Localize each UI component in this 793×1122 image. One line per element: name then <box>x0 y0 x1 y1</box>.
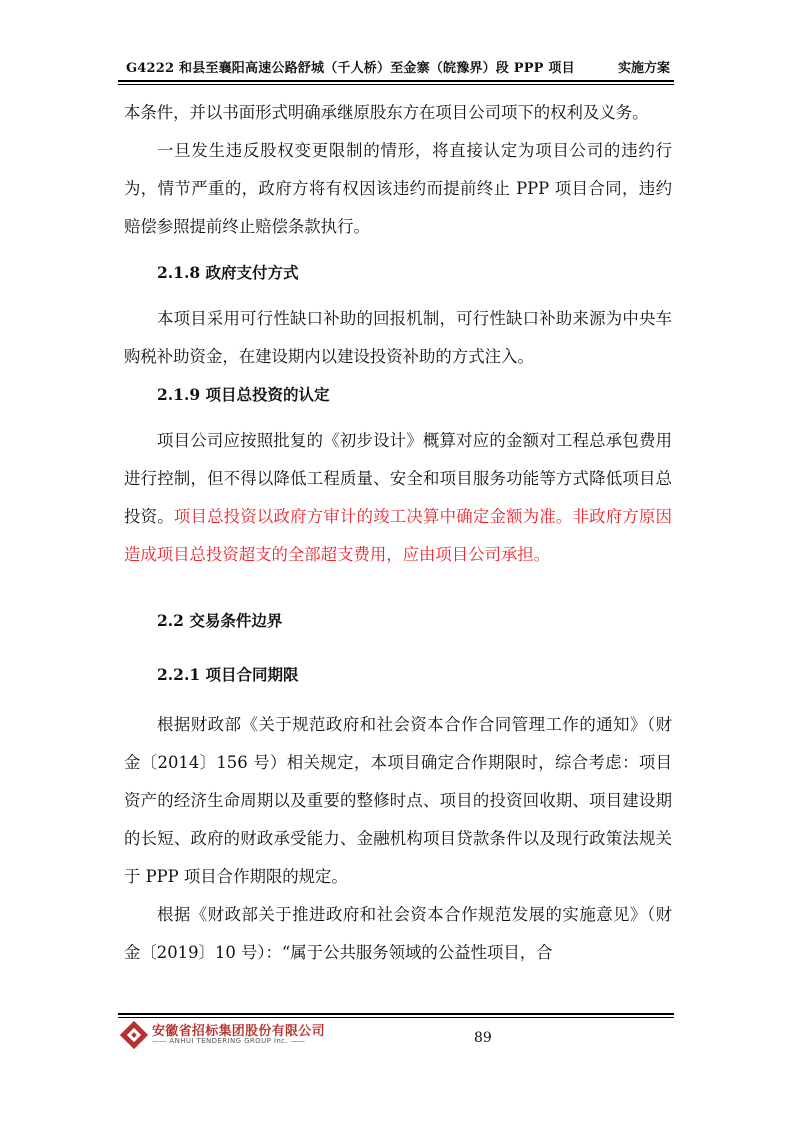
heading-2-2: 2.2 交易条件边界 <box>157 611 283 630</box>
footer-rule <box>118 1013 674 1015</box>
logo-chinese-name: 安徽省招标集团股份有限公司 <box>152 1024 325 1039</box>
document-body <box>124 94 672 972</box>
header-section: 实施方案 <box>617 61 670 76</box>
logo-emblem-icon <box>120 1021 148 1049</box>
paragraph-breach: 一旦发生违反股权变更限制的情形，将直接认定为项目公司的违约行为，情节严重的，政府方将有权因该违约而提前终止 PPP 项目合同，违约赔偿参照提前终止赔偿条款执行。 <box>124 141 672 236</box>
heading-2-1-8: 2.1.8 政府支付方式 <box>157 263 299 282</box>
page-header <box>118 52 674 78</box>
paragraph-opinion: 根据《财政部关于推进政府和社会资本合作规范发展的实施意见》（财金〔2019〕10 号）：“属于公共服务领域的公益性项目，合 <box>124 905 672 962</box>
header-title: G4222 和县至襄阳高速公路舒城（千人桥）至金寨（皖豫界）段 PPP 项目 <box>126 61 575 76</box>
company-logo <box>120 1019 340 1051</box>
paragraph-investment <box>124 422 672 574</box>
header-rule <box>118 80 674 82</box>
investment-text: 项目公司应按照批复的《初步设计》概算对应的金额对工程总承包费用进行控制，但不得以降低工程质量、安全和项目服务功能等方式降低项目总投资。 <box>124 431 672 526</box>
header-rule-thin <box>118 84 674 85</box>
investment-highlight: 项目总投资以政府方审计的竣工决算中确定金额为准。非政府方原因造成项目总投资超支的全部超支费用，应由项目公司承担。 <box>124 507 673 564</box>
logo-english-name: —— ANHUI TENDERING GROUP Inc. —— <box>152 1037 306 1045</box>
paragraph-term: 根据财政部《关于规范政府和社会资本合作合同管理工作的通知》（财金〔2014〕156 号）相关规定，本项目确定合作期限时，综合考虑：项目资产的经济生命周期以及重要的整修时点、项目的投资回收期、项目建设期的长短、政府的财政承受能力、金融机构项目贷款条件以及现行政策法规关于 PPP 项目合作期限的规定。 <box>124 715 672 886</box>
page-number: 89 <box>474 1030 492 1046</box>
footer-rule-thin <box>118 1017 674 1018</box>
heading-2-2-1: 2.2.1 项目合同期限 <box>157 665 299 684</box>
paragraph-payment: 本项目采用可行性缺口补助的回报机制，可行性缺口补助来源为中央车购税补助资金，在建设期内以建设投资补助的方式注入。 <box>124 309 672 366</box>
heading-2-1-9: 2.1.9 项目总投资的认定 <box>157 385 330 404</box>
paragraph-continuation: 本条件，并以书面形式明确承继原股东方在项目公司项下的权利及义务。 <box>124 103 649 122</box>
